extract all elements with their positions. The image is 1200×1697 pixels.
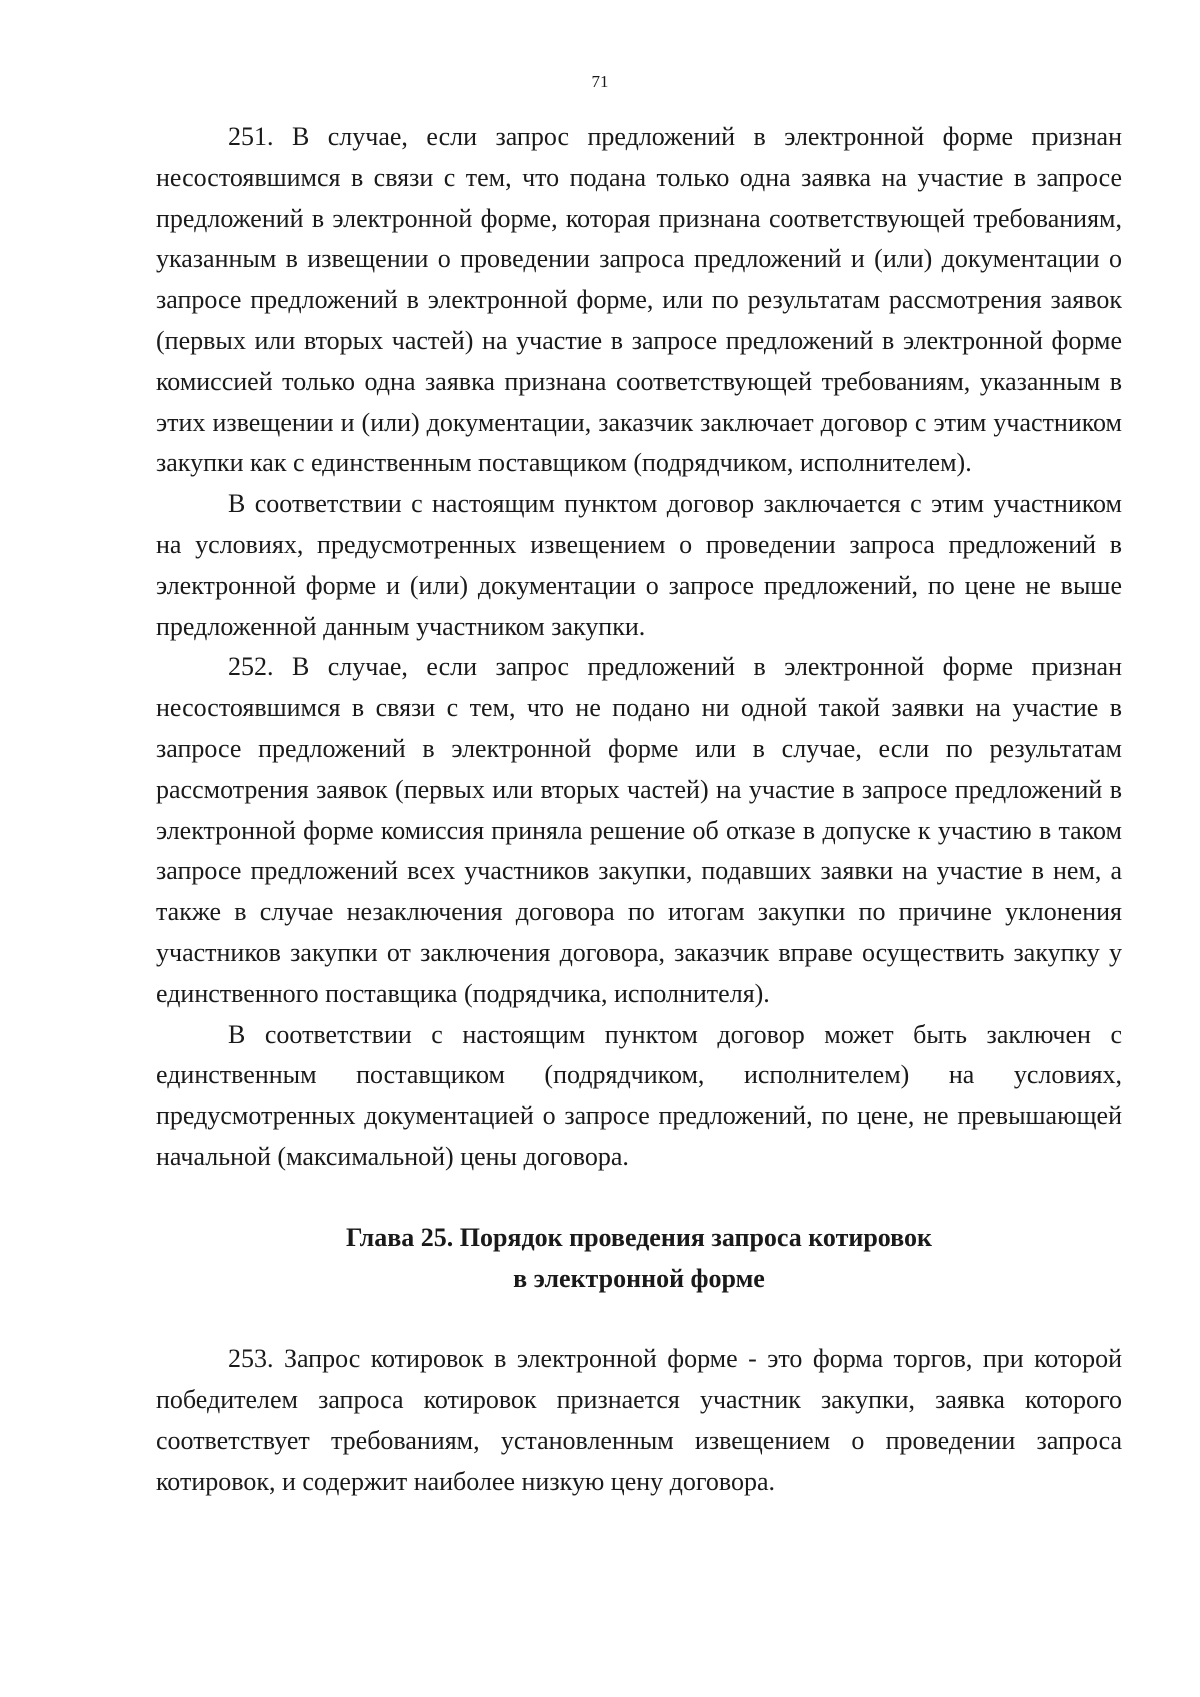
page-number: 71 <box>591 72 609 91</box>
paragraph-253: 253. Запрос котировок в электронной форме - это форма торгов, при которой победителем запроса котировок признается участник закупки, заявка которого соответствует требованиям, установленным извещением о проведении запроса котировок, и содержит наиболее низкую цену договора. <box>156 1344 1122 1496</box>
paragraph-251-continuation: В соответствии с настоящим пунктом договор заключается с этим участником на условиях, предусмотренных извещением о проведении запроса предложений в электронной форме и (или) документации о запросе предложений, по цене не выше предложенной данным участником закупки. <box>156 489 1122 641</box>
paragraph-252: 252. В случае, если запрос предложений в электронной форме признан несостоявшимся в связи с тем, что не подано ни одной такой заявки на участие в запросе предложений в электронной форме или в случае, если по результатам рассмотрения заявок (первых или вторых частей) на участие в запросе предложений в электронной форме комиссия приняла решение об отказе в допуске к участию в таком запросе предложений всех участников закупки, подавших заявки на участие в нем, а также в случае незаключения договора по итогам закупки по причине уклонения участников закупки от заключения договора, заказчик вправе осуществить закупку у единственного поставщика (подрядчика, исполнителя). <box>156 652 1122 1008</box>
chapter-heading <box>156 1218 1122 1300</box>
chapter-heading-line-2: в электронной форме <box>513 1263 765 1293</box>
paragraph-252-continuation: В соответствии с настоящим пунктом договор может быть заключен с единственным поставщиком (подрядчиком, исполнителем) на условиях, предусмотренных документацией о запросе предложений, по цене, не превышающей начальной (максимальной) цены договора. <box>156 1019 1122 1171</box>
document-body <box>156 117 1122 1503</box>
chapter-heading-line-1: Глава 25. Порядок проведения запроса котировок <box>346 1222 932 1252</box>
paragraph-251: 251. В случае, если запрос предложений в электронной форме признан несостоявшимся в связи с тем, что подана только одна заявка на участие в запросе предложений в электронной форме, которая признана соответствующей требованиям, указанным в извещении о проведении запроса предложений и (или) документации о запросе предложений в электронной форме, или по результатам рассмотрения заявок (первых или вторых частей) на участие в запросе предложений в электронной форме комиссией только одна заявка признана соответствующей требованиям, указанным в этих извещении и (или) документации, заказчик заключает договор с этим участником закупки как с единственным поставщиком (подрядчиком, исполнителем). <box>156 122 1122 478</box>
